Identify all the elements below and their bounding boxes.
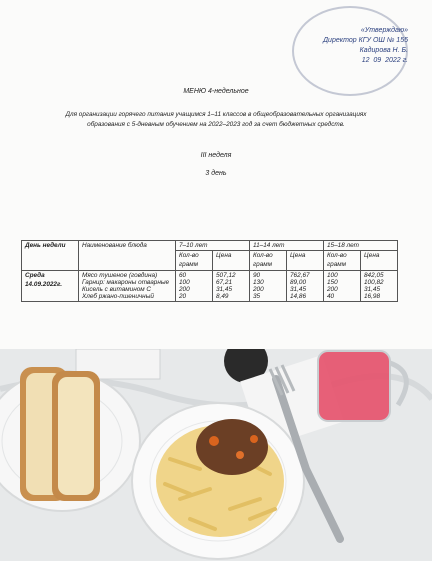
- price-value: 14,86: [290, 293, 306, 300]
- group-2-qty: [250, 271, 287, 302]
- header-dish: Наименование блюда: [79, 241, 176, 271]
- approval-title: «Утверждаю»: [360, 27, 408, 34]
- group-2-price: [287, 271, 324, 302]
- price-header: Цена: [361, 251, 398, 271]
- price-value: 31,45: [364, 286, 380, 293]
- price-value: 31,45: [290, 286, 306, 293]
- menu-table: [21, 240, 398, 302]
- dish-item: Кисель с витамином С: [82, 286, 152, 293]
- qty-header: Кол-во грамм: [250, 251, 287, 271]
- bread-slice-crumb: [58, 377, 94, 495]
- approval-director: Директор КГУ ОШ № 155: [323, 37, 408, 44]
- approval-date-day: 12: [361, 57, 370, 64]
- stewed-meat: [196, 419, 268, 475]
- qty-value: 200: [253, 286, 264, 293]
- approval-block: [323, 26, 408, 66]
- qty-value: 35: [253, 293, 261, 300]
- qty-value: 100: [327, 272, 338, 279]
- header-group-1: 7–10 лет: [176, 241, 250, 251]
- week-label: III неделя: [200, 152, 232, 159]
- table-header-row: [22, 241, 398, 251]
- approval-date-month: 09: [373, 57, 382, 64]
- table-row: [22, 271, 398, 302]
- qty-header: Кол-во грамм: [176, 251, 213, 271]
- menu-title: МЕНЮ 4-недельное: [183, 88, 249, 95]
- price-value: 89,00: [290, 279, 306, 286]
- dish-item: Мясо тушеное (говдина): [82, 272, 158, 279]
- qty-value: 200: [179, 286, 190, 293]
- qty-value: 100: [179, 279, 190, 286]
- approval-date: [323, 56, 408, 66]
- approval-date-year: 2022 г.: [385, 57, 408, 64]
- approval-name: Кадирова Н. Б.: [359, 47, 408, 54]
- dish-item: Хлеб ржано-пшеничный: [82, 293, 154, 300]
- qty-header: Кол-во грамм: [324, 251, 361, 271]
- price-value: 100,82: [364, 279, 384, 286]
- price-value: 16,98: [364, 293, 380, 300]
- qty-value: 40: [327, 293, 335, 300]
- price-value: 842,05: [364, 272, 384, 279]
- price-value: 8,49: [216, 293, 229, 300]
- carrot-piece: [209, 436, 219, 446]
- price-header: Цена: [213, 251, 250, 271]
- price-header: Цена: [287, 251, 324, 271]
- qty-value: 20: [179, 293, 187, 300]
- dish-item: Гарнир: макароны отварные: [82, 279, 170, 286]
- dish-list: [79, 271, 176, 302]
- intro-text: [40, 110, 392, 130]
- qty-value: 90: [253, 272, 261, 279]
- day-label: 3 день: [205, 170, 227, 177]
- meal-photo-illustration: [0, 349, 432, 561]
- price-value: 507,12: [216, 272, 236, 279]
- header-day: День недели: [22, 241, 79, 271]
- price-value: 67,21: [216, 279, 232, 286]
- day-cell: Средa 14.09.2022г.: [22, 271, 79, 302]
- qty-value: 150: [327, 279, 338, 286]
- carrot-piece: [250, 435, 258, 443]
- intro-line-2: образования с 5-дневным обучением на 2022–2023 год за счет бюджетных средств.: [87, 121, 345, 128]
- price-value: 762,67: [290, 272, 310, 279]
- meal-photo: [0, 349, 432, 561]
- header-group-3: 15–18 лет: [324, 241, 398, 251]
- group-3-price: [361, 271, 398, 302]
- group-3-qty: [324, 271, 361, 302]
- price-value: 31,45: [216, 286, 232, 293]
- qty-value: 60: [179, 272, 187, 279]
- intro-line-1: Для организации горячего питания учащимся 1–11 классов в общеобразовательных организациях: [65, 111, 367, 118]
- group-1-qty: [176, 271, 213, 302]
- qty-value: 200: [327, 286, 338, 293]
- carrot-piece: [236, 451, 244, 459]
- kissel-glass: [318, 351, 390, 421]
- qty-value: 130: [253, 279, 264, 286]
- group-1-price: [213, 271, 250, 302]
- header-group-2: 11–14 лет: [250, 241, 324, 251]
